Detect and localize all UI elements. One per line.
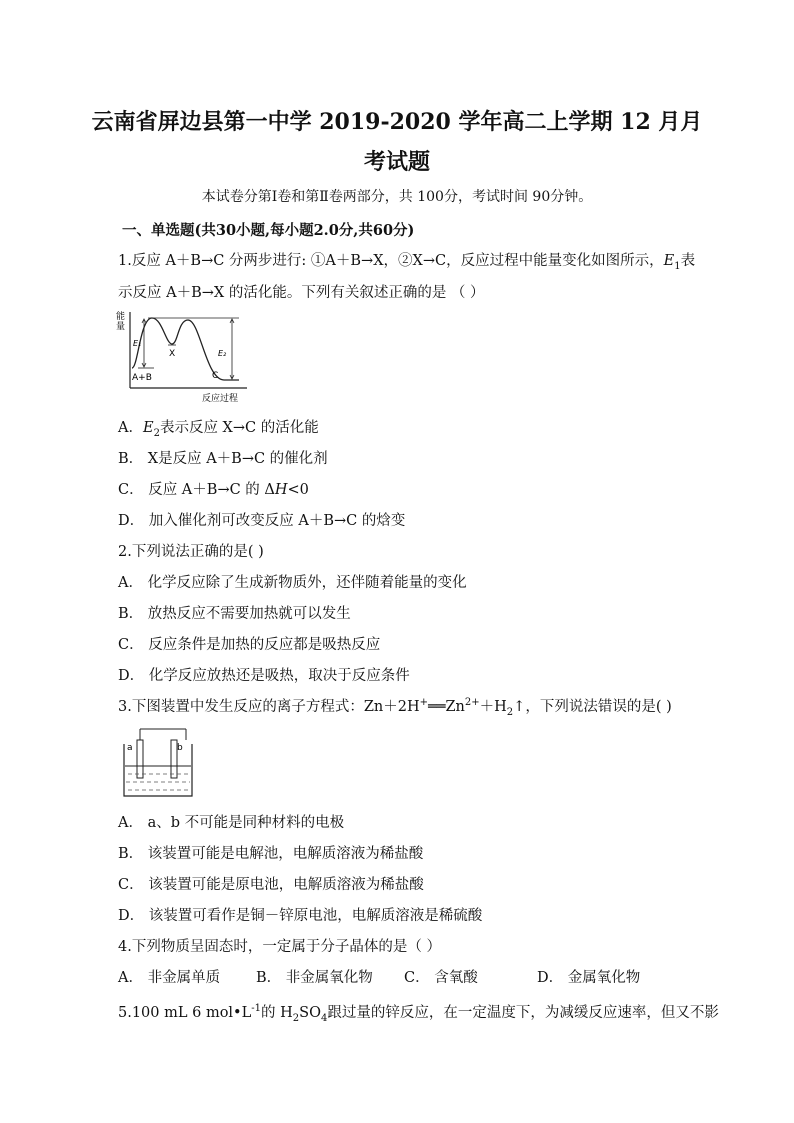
q4-option-b[interactable]: B． 非金属氧化物 [256, 970, 373, 986]
energy-diagram [114, 308, 254, 406]
electrode-a [137, 740, 143, 778]
q3-option-c[interactable]: C． 该装置可能是原电池，电解质溶液为稀盐酸 [118, 877, 424, 893]
q3-option-a[interactable]: A． a、b 不可能是同种材料的电极 [118, 815, 345, 831]
page-title-line1: 云南省屏边县第一中学 2019-2020 学年高二上学期 12 月月 [91, 109, 703, 135]
section-heading: 一、单选题(共30小题,每小题2.0分,共60分) [122, 222, 415, 239]
q1-option-d[interactable]: D． 加入催化剂可改变反应 A＋B→C 的焓变 [118, 513, 406, 529]
q1-option-c[interactable]: C． 反应 A＋B→C 的 ΔH<0 [118, 482, 309, 498]
q2-option-b[interactable]: B． 放热反应不需要加热就可以发生 [118, 606, 351, 622]
q1-option-a[interactable]: A．$E_2$表示反应 X→C 的活化能 [118, 420, 319, 439]
x-label: 反应过程 [202, 394, 239, 404]
label-ab: A+B [132, 373, 152, 383]
y-label-2: 量 [116, 322, 126, 332]
q1-stem-line1: 1.反应 A＋B→C 分两步进行: ①A＋B→X，②X→C，反应过程中能量变化如图所示，$E_1$表 [118, 253, 696, 272]
q4-option-d[interactable]: D． 金属氧化物 [537, 970, 641, 986]
exam-intro: 本试卷分第Ⅰ卷和第Ⅱ卷两部分，共 100分，考试时间 90分钟。 [201, 189, 593, 205]
electrolysis-apparatus [118, 726, 198, 800]
q5-stem: 5.100 mL 6 $mol•L^{-1}$的 $H_2SO_4$跟过量的锌反应，在一定温度下，为减缓反应速率，但又不影 [118, 1003, 719, 1024]
q4-option-a[interactable]: A． 非金属单质 [118, 970, 221, 986]
q2-option-a[interactable]: A． 化学反应除了生成新物质外，还伴随着能量的变化 [118, 575, 467, 591]
label-e2: E₂ [218, 349, 227, 358]
q1-stem-line2: 示反应 A＋B→X 的活化能。下列有关叙述正确的是 （ ） [118, 285, 485, 301]
q4-option-c[interactable]: C． 含氧酸 [404, 970, 478, 986]
q1-option-b[interactable]: B． X是反应 A＋B→C 的催化剂 [118, 451, 328, 467]
q3-stem: 3.下图装置中发生反应的离子方程式：$Zn+2H^+══Zn^{2+}+H_2↑$，下列说法错误的是( ) [118, 697, 672, 718]
q2-option-c[interactable]: C． 反应条件是加热的反应都是吸热反应 [118, 637, 381, 653]
label-e1: E₁ [133, 339, 142, 348]
q3-option-d[interactable]: D． 该装置可看作是铜－锌原电池，电解质溶液是稀硫酸 [118, 908, 483, 924]
y-label-1: 能 [116, 312, 126, 322]
page-title-line2: 考试题 [363, 149, 430, 175]
label-b: b [177, 743, 183, 753]
label-x: X [169, 349, 176, 359]
q3-option-b[interactable]: B． 该装置可能是电解池，电解质溶液为稀盐酸 [118, 846, 424, 862]
q4-stem: 4.下列物质呈固态时，一定属于分子晶体的是（ ） [118, 939, 441, 955]
label-a: a [127, 743, 133, 753]
q2-option-d[interactable]: D． 化学反应放热还是吸热，取决于反应条件 [118, 668, 410, 684]
label-c: C [212, 371, 219, 381]
q2-stem: 2.下列说法正确的是( ) [118, 544, 264, 560]
